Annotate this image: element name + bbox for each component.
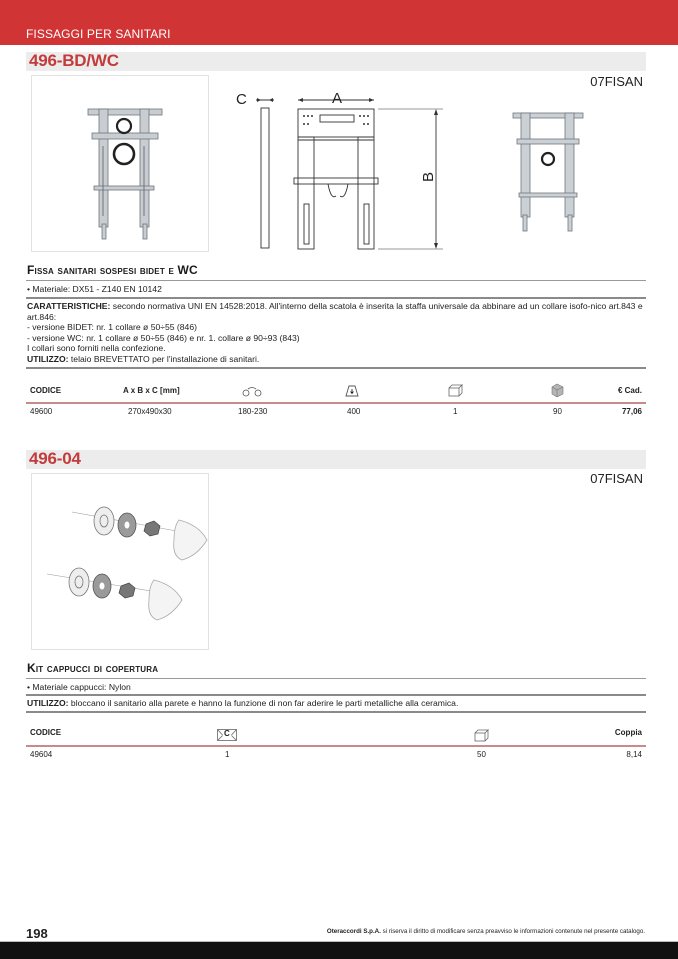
variant-wc: - versione WC: nr. 1 collare ø 50÷55 (846) e nr. 1. collare ø 90÷93 (843)	[27, 332, 300, 343]
envelope-c-label: C	[224, 729, 230, 738]
disclaimer-text: si riserva il diritto di modificare senza preavviso le informazioni contenute nel presente catalogo.	[380, 928, 645, 935]
characteristics-body: secondo normativa UNI EN 14528:2018. All'interno della scatola è inserita la staffa universale da abbinare ad un collare isofo-nico art.843 e art.846:	[27, 301, 643, 322]
table-header-rule	[26, 402, 646, 404]
usage-label: UTILIZZO:	[27, 353, 69, 364]
bottom-band	[0, 941, 678, 959]
pallet-icon	[551, 383, 564, 402]
family-code: 07FISAN	[590, 74, 643, 89]
footer-disclaimer	[327, 928, 645, 935]
material-spec: • Materiale: DX51 - Z140 EN 10142	[27, 284, 162, 294]
cover-caps-kit-photo	[32, 474, 208, 649]
product-photo-frame	[31, 75, 209, 252]
interaxis-icon	[242, 385, 262, 403]
divider	[26, 711, 646, 713]
col-header-price: € Cad.	[617, 386, 642, 395]
collars-note: I collari sono forniti nella confezione.	[27, 343, 166, 353]
section-title: FISSAGGI PER SANITARI	[26, 27, 171, 41]
col-header-code: CODICE	[30, 386, 62, 395]
product-title: Fissa sanitari sospesi bidet e WC	[27, 263, 198, 277]
col-header-pair-price: Coppia	[614, 728, 642, 737]
product-header-496-bd-wc	[26, 52, 646, 71]
usage-body: telaio BREVETTATO per l'installazione di sanitari.	[68, 353, 260, 364]
cell-box-qty: 1	[453, 407, 458, 416]
cell-pallet-qty: 90	[553, 407, 562, 416]
cell-interaxis: 180-230	[238, 407, 268, 416]
material-spec: • Materiale cappucci: Nylon	[27, 682, 131, 692]
wall-frame-photo-wc	[505, 105, 595, 240]
table-header-rule	[26, 745, 646, 747]
cell-load: 400	[347, 407, 361, 416]
box-icon	[447, 383, 463, 402]
usage-text	[27, 698, 647, 709]
cell-dimensions: 270x490x30	[128, 407, 172, 416]
family-code: 07FISAN	[590, 471, 643, 486]
characteristics-block	[27, 301, 647, 364]
divider	[26, 280, 646, 281]
product-title: Kit cappucci di copertura	[27, 661, 159, 675]
dimension-label-c: C	[236, 91, 247, 108]
product-code: 496-BD/WC	[29, 51, 119, 70]
divider	[26, 297, 646, 299]
cell-price: 77,06	[621, 407, 642, 416]
technical-drawing	[228, 84, 450, 254]
cell-price: 8,14	[626, 750, 642, 759]
cell-code: 49604	[30, 750, 53, 759]
cell-c-qty: 1	[225, 750, 230, 759]
usage-body: bloccano il sanitario alla parete e hanno la funzione di non far aderire le parti metalliche alla ceramica.	[68, 698, 459, 708]
divider	[26, 367, 646, 369]
product-photo-frame	[31, 473, 209, 650]
divider	[26, 678, 646, 679]
usage-text	[27, 354, 647, 365]
load-weight-icon	[345, 383, 359, 402]
dimension-label-b: B	[420, 171, 437, 182]
section-header-bar	[0, 0, 678, 45]
divider	[26, 694, 646, 696]
dimension-label-a: A	[332, 90, 343, 107]
wall-frame-photo	[32, 76, 208, 251]
company-name: Oteraccordi S.p.A.	[326, 928, 381, 935]
variant-bidet: - versione BIDET: nr. 1 collare ø 50÷55 (846)	[27, 322, 197, 332]
characteristics-label: CARATTERISTICHE:	[27, 301, 111, 311]
envelope-c-icon	[217, 729, 237, 741]
product-code: 496-04	[29, 449, 81, 468]
characteristics-text	[27, 301, 647, 322]
cell-code: 49600	[30, 407, 53, 416]
page-number: 198	[26, 926, 48, 941]
col-header-code: CODICE	[30, 728, 62, 737]
cell-box-qty: 50	[477, 750, 486, 759]
col-header-dimensions: A x B x C [mm]	[123, 386, 180, 395]
product-header-496-04	[26, 450, 646, 469]
usage-label: UTILIZZO:	[27, 698, 69, 708]
